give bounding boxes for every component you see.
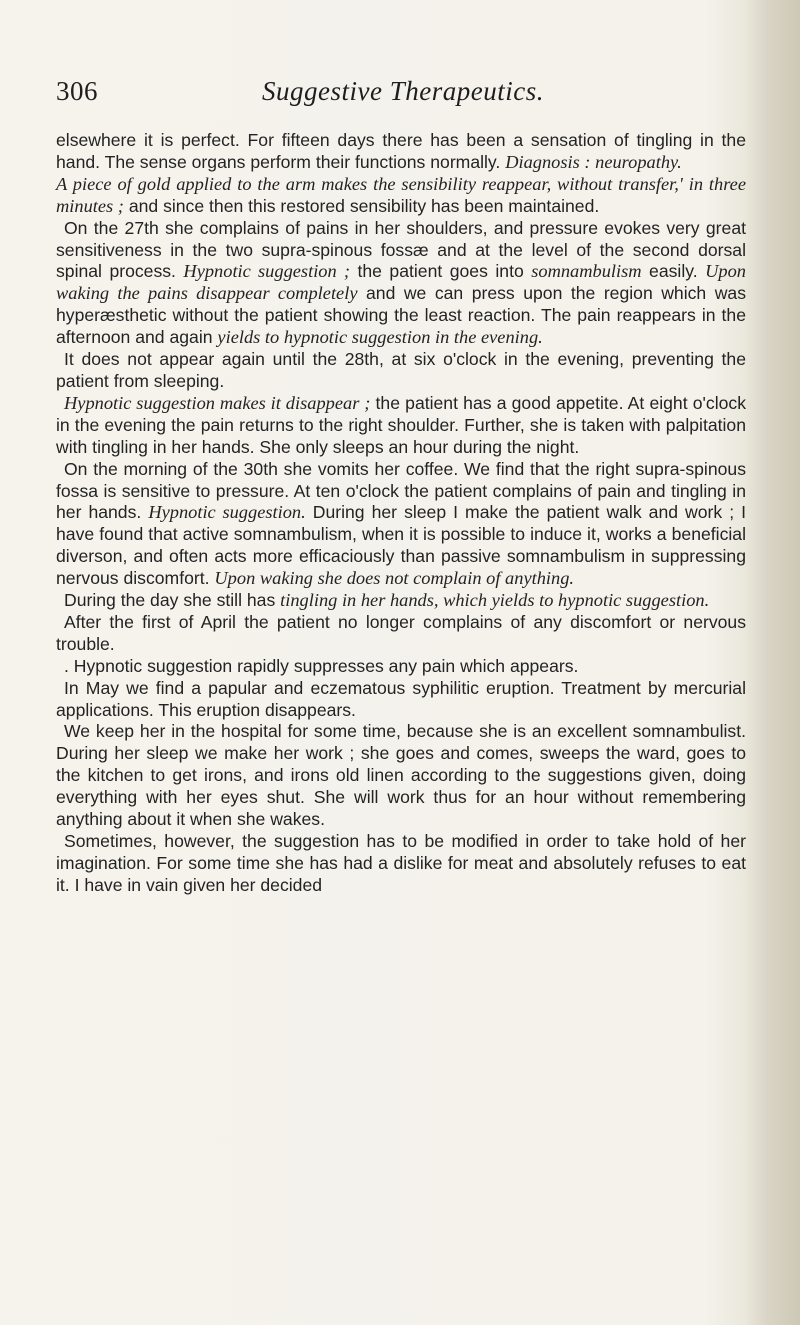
paragraph-10 xyxy=(56,678,746,722)
paragraph-4 xyxy=(56,349,746,393)
italic-run: A piece of gold applied to the arm makes the sensibility reappear, without transfer,' in three minutes ; xyxy=(56,173,746,216)
paragraph-2 xyxy=(56,174,746,218)
running-title: Suggestive Therapeutics. xyxy=(262,76,544,106)
italic-run: Upon waking the pains disappear completely xyxy=(56,261,746,304)
italic-run: Hypnotic suggestion ; xyxy=(183,261,351,282)
italic-run: tingling in her hands, which yields to hypnotic suggestion. xyxy=(280,590,710,611)
page-header xyxy=(56,76,746,116)
text-run: and we can press upon the region which was hyperæsthetic without the patient showing the least reaction. The pain reappears in the afternoon and again xyxy=(56,283,746,348)
text-run: During the day she still has xyxy=(64,590,281,611)
paragraph-12 xyxy=(56,831,746,897)
paragraph-7 xyxy=(56,590,746,612)
text-run: In May we find a papular and eczematous syphilitic eruption. Treatment by mercurial applications. This eruption disappears. xyxy=(56,677,746,720)
text-run: We keep her in the hospital for some time, because she is an excellent somnambulist. During her sleep we make her work ; she goes and comes, sweeps the ward, goes to the kitchen to get irons, and irons old linen according to the suggestions given, doing everything with her eyes shut. She will work thus for an hour without remembering anything about it when she wakes. xyxy=(56,721,746,830)
body-text xyxy=(56,130,746,897)
text-run: On the 27th she complains of pains in her shoulders, and pressure evokes very great sensitiveness in the two supra-spinous fossæ and at the level of the second dorsal spinal process. xyxy=(56,217,746,282)
text-run: It does not appear again until the 28th, at six o'clock in the evening, preventing the patient from sleeping. xyxy=(56,349,746,391)
text-run: After the first of April the patient no longer complains of any discomfort or nervous trouble. xyxy=(56,611,746,654)
text-run: the patient has a good appetite. At eight o'clock in the evening the pain returns to the right shoulder. Further, she is taken with palpitation with tingling in her hands. She only sleeps an hour during the night. xyxy=(56,392,747,457)
text-run: easily. xyxy=(641,261,706,282)
paragraph-1 xyxy=(56,130,746,174)
text-run: Sometimes, however, the suggestion has to be modified in order to take hold of her imagination. For some time she has had a dislike for meat and absolutely refuses to eat it. I have in vain given her decided xyxy=(56,831,746,895)
italic-run: Diagnosis : neuropathy. xyxy=(505,151,682,172)
text-run: elsewhere it is perfect. For fifteen days there has been a sensation of tingling in the hand. The sense organs perform their functions normally. xyxy=(56,130,746,172)
paragraph-9 xyxy=(56,656,746,678)
text-run: . Hypnotic suggestion rapidly suppresses any pain which appears. xyxy=(64,655,579,676)
italic-run: somnambulism xyxy=(531,261,642,282)
italic-run: Hypnotic suggestion. xyxy=(148,502,306,523)
text-run: and since then this restored sensibility has been maintained. xyxy=(123,195,600,216)
italic-run: Upon waking she does not complain of anything. xyxy=(214,568,575,589)
page-number: 306 xyxy=(56,76,98,106)
paragraph-3 xyxy=(56,218,746,349)
paragraph-5 xyxy=(56,393,746,459)
text-run: During her sleep I make the patient walk and work ; I have found that active somnambulism, when it is possible to induce it, works a beneficial diverson, and often acts more efficaciously than passive somnambulism in suppressing nervous discomfort. xyxy=(56,502,747,589)
paragraph-11 xyxy=(56,721,746,831)
paragraph-6 xyxy=(56,459,746,590)
paragraph-8 xyxy=(56,612,746,656)
text-run: On the morning of the 30th she vomits her coffee. We find that the right supra-spinous fossa is sensitive to pressure. At ten o'clock the patient complains of pain and tingling in her hands. xyxy=(56,458,746,523)
text-run: the patient goes into xyxy=(350,261,532,282)
italic-run: Hypnotic suggestion makes it disappear ; xyxy=(64,392,371,413)
italic-run: yields to hypnotic suggestion in the evening. xyxy=(217,327,543,348)
